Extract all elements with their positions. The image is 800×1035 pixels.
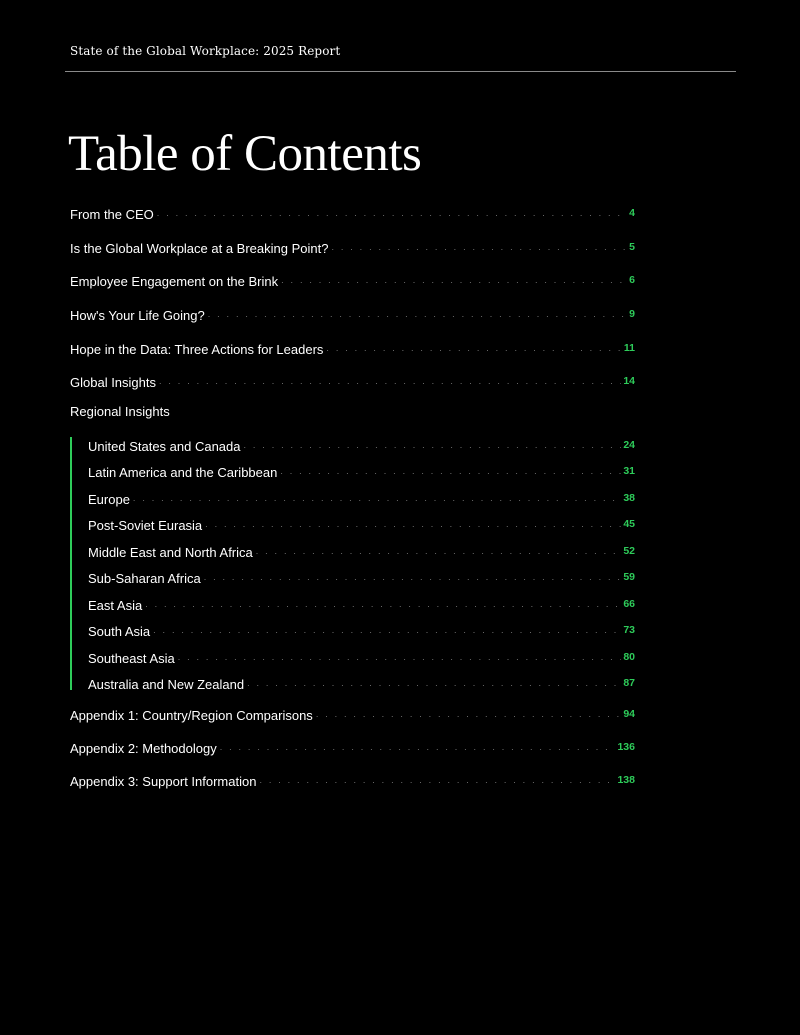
toc-entry-label: Southeast Asia	[88, 651, 175, 666]
dot-leader	[280, 464, 621, 479]
regional-accent-bar	[70, 437, 72, 690]
toc-page-number: 136	[617, 741, 635, 753]
toc-entry-south-asia[interactable]	[88, 620, 635, 640]
toc-entry-label: East Asia	[88, 598, 143, 613]
toc-entry-label: Sub-Saharan Africa	[88, 571, 201, 586]
toc-entry-appendix-1[interactable]	[70, 704, 635, 724]
toc-page-number: 52	[623, 545, 635, 557]
dot-leader	[316, 707, 622, 722]
dot-leader	[281, 273, 627, 288]
toc-entry-label: Appendix 3: Support Information	[70, 774, 257, 789]
toc-page-number: 6	[629, 274, 635, 286]
dot-leader	[208, 307, 627, 322]
dot-leader	[153, 623, 621, 638]
dot-leader	[247, 676, 621, 691]
toc-entry-sub-saharan-africa[interactable]	[88, 567, 635, 587]
toc-entry-label: From the CEO	[70, 207, 154, 222]
toc-page-number: 14	[623, 375, 635, 387]
dot-leader	[145, 597, 621, 612]
toc-entry-label: Post-Soviet Eurasia	[88, 518, 203, 533]
dot-leader	[220, 740, 616, 755]
toc-page-number: 4	[629, 207, 635, 219]
toc-page-number: 59	[623, 571, 635, 583]
dot-leader	[178, 650, 622, 665]
dot-leader	[159, 374, 621, 389]
toc-page-number: 66	[623, 598, 635, 610]
toc-entry-southeast-asia[interactable]	[88, 647, 635, 667]
toc-entry-life-going[interactable]	[70, 304, 635, 324]
toc-entry-hope-in-data[interactable]	[70, 338, 635, 358]
toc-entry-from-the-ceo[interactable]	[70, 203, 635, 223]
toc-entry-label: Middle East and North Africa	[88, 545, 253, 560]
toc-entry-australia-nz[interactable]	[88, 673, 635, 693]
toc-entry-global-insights[interactable]	[70, 371, 635, 391]
toc-entry-label: Latin America and the Caribbean	[88, 465, 278, 480]
toc-page-number: 45	[623, 518, 635, 530]
toc-entry-label: South Asia	[88, 624, 151, 639]
toc-entry-breaking-point[interactable]	[70, 237, 635, 257]
toc-entry-mena[interactable]	[88, 541, 635, 561]
toc-entry-label: United States and Canada	[88, 439, 241, 454]
toc-entry-label: Is the Global Workplace at a Breaking Point?	[70, 241, 329, 256]
toc-page-number: 138	[617, 774, 635, 786]
toc-entry-label: Hope in the Data: Three Actions for Leaders	[70, 342, 324, 357]
dot-leader	[331, 240, 627, 255]
toc-entry-label: Global Insights	[70, 375, 156, 390]
dot-leader	[205, 517, 621, 532]
toc-page-number: 11	[623, 342, 635, 354]
toc-entry-post-soviet-eurasia[interactable]	[88, 514, 635, 534]
toc-entry-label: Employee Engagement on the Brink	[70, 274, 279, 289]
toc-entry-label: How's Your Life Going?	[70, 308, 205, 323]
toc-entry-label: Australia and New Zealand	[88, 677, 245, 692]
toc-page-number: 5	[629, 241, 635, 253]
dot-leader	[157, 206, 627, 221]
dot-leader	[259, 773, 615, 788]
toc-entry-latin-america[interactable]	[88, 461, 635, 481]
toc-entry-label: Appendix 1: Country/Region Comparisons	[70, 708, 313, 723]
toc-entry-label: Appendix 2: Methodology	[70, 741, 217, 756]
dot-leader	[256, 544, 622, 559]
running-header: State of the Global Workplace: 2025 Report	[70, 44, 341, 58]
regional-insights-heading[interactable]: Regional Insights	[70, 404, 170, 419]
toc-entry-east-asia[interactable]	[88, 594, 635, 614]
toc-page-number: 73	[623, 624, 635, 636]
dot-leader	[204, 570, 622, 585]
toc-entry-us-canada[interactable]	[88, 435, 635, 455]
dot-leader	[326, 341, 621, 356]
toc-entry-europe[interactable]	[88, 488, 635, 508]
dot-leader	[244, 438, 622, 453]
toc-page-number: 9	[629, 308, 635, 320]
page-title: Table of Contents	[68, 126, 422, 182]
toc-entry-appendix-3[interactable]	[70, 770, 635, 790]
toc-entry-label: Europe	[88, 492, 130, 507]
toc-page-number: 31	[623, 465, 635, 477]
toc-entry-engagement[interactable]	[70, 270, 635, 290]
toc-entry-appendix-2[interactable]	[70, 737, 635, 757]
toc-page-number: 94	[623, 708, 635, 720]
dot-leader	[133, 491, 621, 506]
toc-page-number: 38	[623, 492, 635, 504]
toc-page-number: 24	[623, 439, 635, 451]
toc-page-number: 87	[623, 677, 635, 689]
toc-page-number: 80	[623, 651, 635, 663]
